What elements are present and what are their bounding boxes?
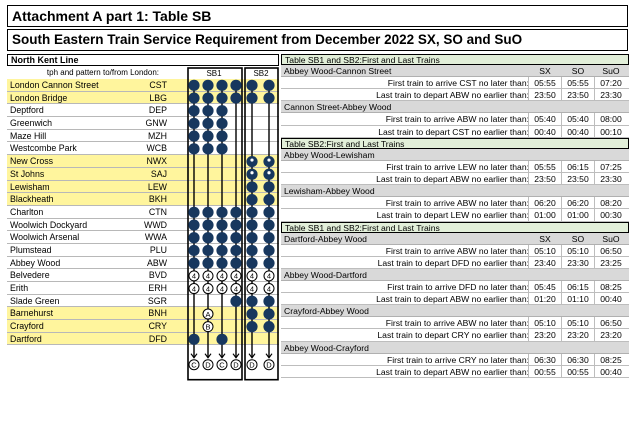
stop-dot (263, 258, 274, 269)
station-name: Woolwich Arsenal (10, 232, 80, 243)
stop-dot (202, 105, 213, 116)
stop-dot (216, 245, 227, 256)
time-value: 08:00 (600, 114, 622, 125)
stop-dot (202, 118, 213, 129)
subsection-title: Abbey Wood-Cannon Street (284, 66, 392, 76)
station-code: DEP (148, 105, 167, 116)
destination-label: D (205, 360, 211, 370)
time-value: 06:50 (600, 245, 622, 256)
time-value: 00:40 (567, 126, 589, 137)
station-name: Belvedere (10, 270, 50, 281)
time-row (281, 354, 629, 366)
time-value: 23:30 (600, 173, 622, 184)
row-label: First train to arrive DFD no later than: (387, 281, 529, 292)
attachment-title: Attachment A part 1: Table SB (7, 5, 628, 27)
stop-label: 4 (266, 271, 272, 281)
time-row (281, 281, 629, 293)
time-value: 05:40 (534, 114, 556, 125)
row-label: Last train to depart DFD no earlier than: (377, 257, 529, 268)
station-code: BVD (148, 270, 167, 281)
stop-label: A (205, 309, 211, 319)
stop-dot (188, 131, 199, 142)
column-header: SO (571, 66, 585, 76)
time-value: 05:55 (567, 78, 589, 88)
stop-dot (230, 207, 241, 218)
station-name: St Johns (10, 168, 45, 179)
stop-label: 4 (205, 284, 211, 294)
time-value: 23:20 (534, 330, 556, 341)
first-last-trains-tables (281, 54, 629, 378)
time-value: 06:15 (567, 281, 589, 292)
time-row (281, 257, 629, 269)
stop-marker (267, 158, 270, 161)
subsection-title: Abbey Wood-Dartford (284, 269, 367, 280)
stop-dot (216, 143, 227, 154)
line-name: North Kent Line (7, 54, 279, 66)
time-value: 23:30 (567, 257, 589, 268)
stop-dot (202, 245, 213, 256)
time-value: 01:20 (534, 294, 556, 305)
column-header: SX (539, 66, 551, 76)
subsection-title: Abbey Wood-Crayford (284, 342, 369, 353)
stop-dot (246, 308, 257, 319)
stop-dot (230, 232, 241, 243)
stop-dot (230, 219, 241, 230)
stop-label: 4 (233, 271, 239, 281)
subsection-title: Abbey Wood-Lewisham (284, 149, 375, 160)
time-value: 00:40 (600, 366, 622, 377)
time-value: 23:30 (600, 90, 622, 101)
stop-dot (246, 232, 257, 243)
time-value: 06:30 (567, 354, 589, 365)
destination-label: D (266, 360, 272, 370)
stop-dot (216, 92, 227, 103)
row-label: Last train to depart ABW no earlier than: (376, 173, 529, 184)
time-row (281, 173, 629, 185)
stop-dot (188, 118, 199, 129)
service-pattern-diagram (7, 54, 279, 386)
time-value: 23:50 (534, 90, 556, 101)
station-name: Crayford (10, 321, 44, 332)
station-name: Dartford (10, 333, 42, 344)
stop-dot (216, 131, 227, 142)
time-value: 23:50 (567, 173, 589, 184)
time-value: 00:55 (567, 366, 589, 377)
stop-dot (188, 143, 199, 154)
stop-dot (230, 296, 241, 307)
time-value: 23:25 (600, 257, 622, 268)
row-label: First train to arrive CRY no later than: (386, 354, 529, 365)
row-label: Last train to depart LEW no earlier than: (376, 210, 529, 221)
station-code: LBG (149, 92, 167, 103)
row-label: First train to arrive ABW no later than: (385, 114, 529, 125)
time-row (281, 293, 629, 305)
stop-label: 4 (249, 271, 255, 281)
station-name: Woolwich Dockyard (10, 219, 88, 230)
row-label: Last train to depart CST no earlier than: (378, 126, 529, 137)
station-name: Westcombe Park (10, 143, 77, 154)
column-header: SuO (602, 66, 620, 76)
time-value: 06:20 (567, 198, 589, 209)
sb1-label: SB1 (206, 69, 222, 78)
time-row (281, 77, 629, 89)
time-value: 07:20 (600, 78, 622, 88)
stop-dot (202, 232, 213, 243)
station-code: LEW (147, 181, 167, 192)
stop-label: 4 (219, 284, 225, 294)
subsection-header (281, 305, 629, 317)
stop-dot (230, 245, 241, 256)
column-header: SX (539, 233, 551, 244)
station-name: Barnehurst (10, 308, 54, 319)
station-name: London Bridge (10, 92, 68, 103)
stop-label: 4 (233, 284, 239, 294)
station-code: WWA (144, 232, 167, 243)
station-code: BNH (148, 308, 167, 319)
stop-dot (263, 308, 274, 319)
time-value: 05:10 (567, 245, 589, 256)
time-value: 23:40 (534, 257, 556, 268)
stop-dot (188, 92, 199, 103)
stop-label: 4 (191, 284, 197, 294)
station-code: GNW (145, 118, 167, 129)
stop-dot (246, 245, 257, 256)
stop-label: 4 (249, 284, 255, 294)
time-row (281, 197, 629, 209)
row-label: Last train to depart CRY no earlier than: (377, 330, 529, 341)
stop-dot (246, 296, 257, 307)
station-code: MZH (147, 130, 167, 141)
time-row (281, 89, 629, 101)
stop-dot (188, 207, 199, 218)
time-row (281, 366, 629, 378)
time-row (281, 126, 629, 138)
stop-dot (216, 207, 227, 218)
stop-dot (216, 219, 227, 230)
stop-dot (246, 80, 257, 91)
row-label: Last train to depart ABW no earlier than: (376, 90, 529, 101)
time-value: 08:20 (600, 198, 622, 209)
station-name: Greenwich (10, 118, 53, 129)
subsection-title: Cannon Street-Abbey Wood (284, 102, 392, 113)
stop-dot (263, 80, 274, 91)
subsection-header (281, 269, 629, 281)
table-title: Table SB1 and SB2:First and Last Trains (281, 222, 629, 233)
time-row (281, 113, 629, 125)
time-value: 23:20 (600, 330, 622, 341)
table-title: Table SB1 and SB2:First and Last Trains (281, 54, 629, 65)
station-name: Slade Green (10, 295, 60, 306)
stop-dot (188, 80, 199, 91)
time-value: 01:00 (534, 210, 556, 221)
stop-dot (188, 219, 199, 230)
subsection-title: Lewisham-Abbey Wood (284, 186, 375, 197)
station-name: Blackheath (10, 194, 54, 205)
station-code: SAJ (150, 168, 167, 179)
stop-dot (263, 296, 274, 307)
stop-dot (202, 207, 213, 218)
row-label: First train to arrive ABW no later than: (385, 245, 529, 256)
time-value: 05:45 (534, 281, 556, 292)
time-value: 05:10 (567, 318, 589, 329)
stop-dot (246, 258, 257, 269)
stop-dot (188, 105, 199, 116)
time-row (281, 245, 629, 257)
stop-dot (216, 105, 227, 116)
station-name: Deptford (10, 105, 44, 116)
service-title: South Eastern Train Service Requirement from December 2022 SX, SO and SuO (7, 29, 628, 51)
stop-label: 4 (205, 271, 211, 281)
stop-dot (230, 80, 241, 91)
time-value: 06:15 (567, 161, 589, 172)
stop-dot (263, 207, 274, 218)
stop-marker (267, 171, 270, 174)
row-label: First train to arrive ABW no later than: (385, 198, 529, 209)
stop-dot (188, 245, 199, 256)
row-label: First train to arrive CST no later than: (387, 78, 529, 88)
time-value: 05:55 (534, 78, 556, 88)
stop-dot (202, 92, 213, 103)
station-name: Charlton (10, 206, 44, 217)
stop-dot (263, 321, 274, 332)
subsection-header (281, 149, 629, 161)
time-value: 05:10 (534, 318, 556, 329)
stop-dot (202, 143, 213, 154)
destination-label: C (219, 360, 225, 370)
time-value: 01:00 (567, 210, 589, 221)
station-code: BKH (148, 194, 167, 205)
stop-marker (250, 158, 253, 161)
sb2-label: SB2 (253, 69, 269, 78)
row-label: Last train to depart ABW no earlier than: (376, 366, 529, 377)
stop-dot (216, 258, 227, 269)
column-header: SO (571, 233, 585, 244)
row-label: First train to arrive ABW no later than: (385, 318, 529, 329)
stop-dot (263, 92, 274, 103)
time-value: 00:10 (600, 126, 622, 137)
stop-dot (246, 194, 257, 205)
station-name: Erith (10, 283, 29, 293)
stop-dot (246, 321, 257, 332)
row-label: First train to arrive LEW no later than: (386, 161, 529, 172)
stop-dot (246, 92, 257, 103)
station-code: SGR (147, 295, 167, 306)
time-value: 07:25 (600, 161, 622, 172)
station-code: NWX (146, 156, 167, 167)
stop-dot (230, 92, 241, 103)
time-row (281, 209, 629, 221)
time-value: 00:30 (600, 210, 622, 221)
stop-dot (246, 207, 257, 218)
time-value: 08:25 (600, 354, 622, 365)
time-value: 00:40 (600, 294, 622, 305)
stop-dot (188, 232, 199, 243)
time-value: 23:50 (534, 173, 556, 184)
stop-dot (263, 181, 274, 192)
row-label: Last train to depart ABW no earlier than: (376, 294, 529, 305)
stop-dot (246, 219, 257, 230)
time-value: 06:30 (534, 354, 556, 365)
stop-dot (216, 334, 227, 345)
time-value: 05:40 (567, 114, 589, 125)
destination-label: D (249, 360, 255, 370)
stop-label: B (205, 322, 211, 332)
station-code: PLU (149, 244, 167, 255)
stop-label: 4 (219, 271, 225, 281)
station-code: WCB (146, 143, 167, 154)
stop-dot (202, 219, 213, 230)
stop-dot (230, 258, 241, 269)
station-code: ERH (148, 283, 167, 293)
time-value: 23:20 (567, 330, 589, 341)
station-name: Abbey Wood (10, 257, 61, 268)
subsection-header (281, 185, 629, 197)
time-value: 00:55 (534, 366, 556, 377)
stop-dot (202, 131, 213, 142)
station-name: Plumstead (10, 244, 52, 255)
table-title: Table SB2:First and Last Trains (281, 138, 629, 149)
station-name: Maze Hill (10, 130, 47, 141)
station-name: Lewisham (10, 181, 50, 192)
stop-dot (216, 80, 227, 91)
subsection-header (281, 65, 629, 77)
stop-dot (263, 232, 274, 243)
stop-dot (263, 194, 274, 205)
stop-dot (202, 80, 213, 91)
station-code: CRY (148, 321, 167, 332)
destination-label: C (191, 360, 197, 370)
stop-dot (216, 232, 227, 243)
station-name: New Cross (10, 156, 54, 167)
station-pattern-table (7, 54, 279, 370)
station-code: CTN (148, 206, 167, 217)
stop-dot (188, 258, 199, 269)
time-row (281, 329, 629, 341)
time-value: 08:25 (600, 281, 622, 292)
stop-dot (202, 258, 213, 269)
subsection-header (281, 233, 629, 245)
subsection-title: Crayford-Abbey Wood (284, 306, 369, 317)
stop-label: 4 (191, 271, 197, 281)
stop-dot (216, 118, 227, 129)
time-value: 06:20 (534, 198, 556, 209)
time-value: 23:50 (567, 90, 589, 101)
station-code: WWD (144, 219, 167, 230)
stop-dot (188, 334, 199, 345)
subsection-header (281, 342, 629, 354)
subsection-header (281, 101, 629, 113)
stop-dot (263, 219, 274, 230)
stop-label: 4 (266, 284, 272, 294)
subsection-title: Dartford-Abbey Wood (284, 233, 367, 244)
time-value: 05:10 (534, 245, 556, 256)
column-header: SuO (602, 233, 620, 244)
time-row (281, 161, 629, 173)
stop-dot (263, 245, 274, 256)
stop-dot (246, 181, 257, 192)
time-value: 05:55 (534, 161, 556, 172)
station-name: London Cannon Street (10, 80, 99, 90)
stop-marker (250, 171, 253, 174)
station-code: ABW (146, 257, 167, 268)
station-code: CST (149, 80, 167, 90)
time-row (281, 317, 629, 329)
time-value: 01:10 (567, 294, 589, 305)
pattern-label: tph and pattern to/from London: (46, 68, 159, 77)
destination-label: D (233, 360, 239, 370)
time-value: 00:40 (534, 126, 556, 137)
station-code: DFD (148, 333, 167, 344)
time-value: 06:50 (600, 318, 622, 329)
